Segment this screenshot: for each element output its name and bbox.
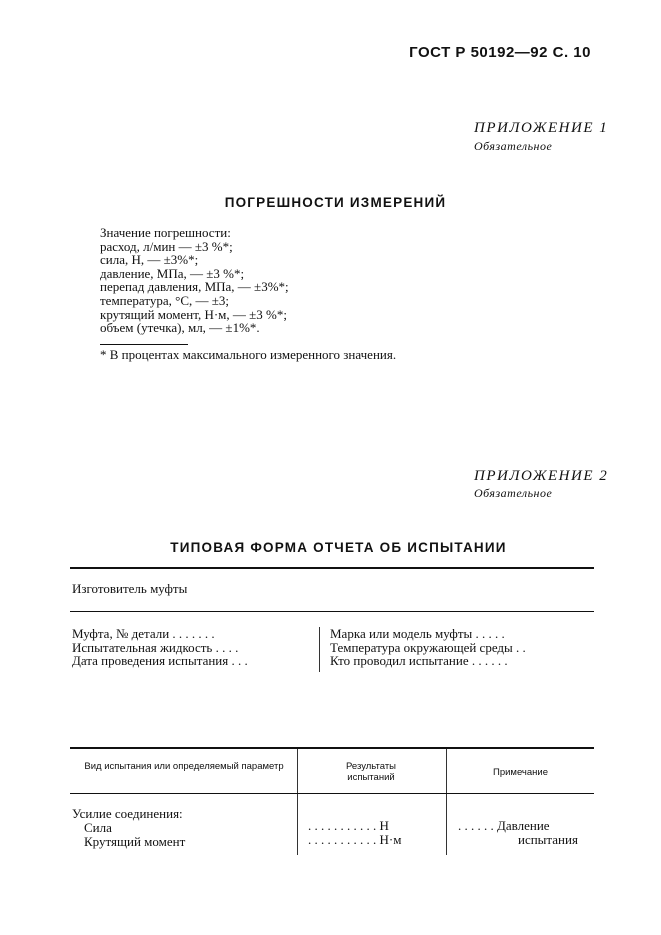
fields-divider	[319, 627, 320, 672]
appendix-1-status: Обязательное	[474, 139, 553, 153]
table-cell-result: . . . . . . . . . . . Н	[308, 818, 389, 833]
form-field-test-fluid: Испытательная жидкость . . . .	[72, 639, 239, 655]
table-cell-note: . . . . . . Давление	[458, 818, 550, 833]
manufacturer-field: Изготовитель муфты	[72, 581, 188, 596]
error-list-item: давление, МПа, — ±3 %*;	[100, 265, 245, 281]
section-1-title: ПОГРЕШНОСТИ ИЗМЕРЕНИЙ	[224, 195, 447, 210]
table-header-results: Результаты испытаний	[345, 761, 397, 783]
table-top-rule	[70, 747, 594, 749]
form-field-tester: Кто проводил испытание . . . . . .	[330, 653, 508, 669]
appendix-1-title: ПРИЛОЖЕНИЕ 1	[474, 120, 609, 136]
appendix-2-title: ПРИЛОЖЕНИЕ 2	[474, 468, 609, 484]
footnote: * В процентах максимального измеренного значения.	[100, 347, 397, 362]
error-list-item: объем (утечка), мл, — ±1%*.	[100, 320, 260, 336]
table-cell-param: Сила	[84, 820, 112, 835]
right-fields	[330, 627, 526, 668]
error-list-item: перепад давления, МПа, — ±3%*;	[100, 279, 289, 295]
section-2-title: ТИПОВАЯ ФОРМА ОТЧЕТА ОБ ИСПЫТАНИИ	[170, 540, 507, 555]
error-list	[100, 226, 289, 335]
error-list-item: расход, л/мин — ±3 %*;	[100, 238, 233, 254]
table-header-rule	[70, 793, 594, 794]
table-cell-note: испытания	[518, 832, 578, 847]
form-field-ambient-temp: Температура окружающей среды . .	[330, 639, 526, 655]
form-field-test-date: Дата проведения испытания . . .	[72, 653, 248, 669]
error-list-item: температура, °С, — ±3;	[100, 292, 229, 308]
error-list-item: сила, Н, — ±3%*;	[100, 252, 199, 268]
table-header-notes: Примечание	[493, 767, 548, 778]
page-header: ГОСТ Р 50192—92 С. 10	[409, 44, 591, 61]
form-top-rule	[70, 567, 594, 569]
error-list-item: Значение погрешности:	[100, 225, 231, 240]
table-header-param: Вид испытания или определяемый параметр	[84, 761, 284, 772]
form-field-part-number: Муфта, № детали . . . . . . .	[72, 626, 215, 641]
table-col-divider-1	[297, 749, 298, 855]
appendix-2-status: Обязательное	[474, 486, 553, 500]
form-field-coupling-model: Марка или модель муфты . . . . .	[330, 626, 505, 641]
table-cell-param: Крутящий момент	[84, 834, 186, 849]
left-fields	[72, 627, 248, 668]
table-cell-result: . . . . . . . . . . . Н·м	[308, 832, 402, 847]
table-group-label: Усилие соединения:	[72, 806, 183, 821]
manufacturer-rule	[70, 611, 594, 612]
error-list-item: крутящий момент, Н·м, — ±3 %*;	[100, 306, 287, 322]
table-col-divider-2	[446, 749, 447, 855]
footnote-divider	[100, 344, 188, 345]
